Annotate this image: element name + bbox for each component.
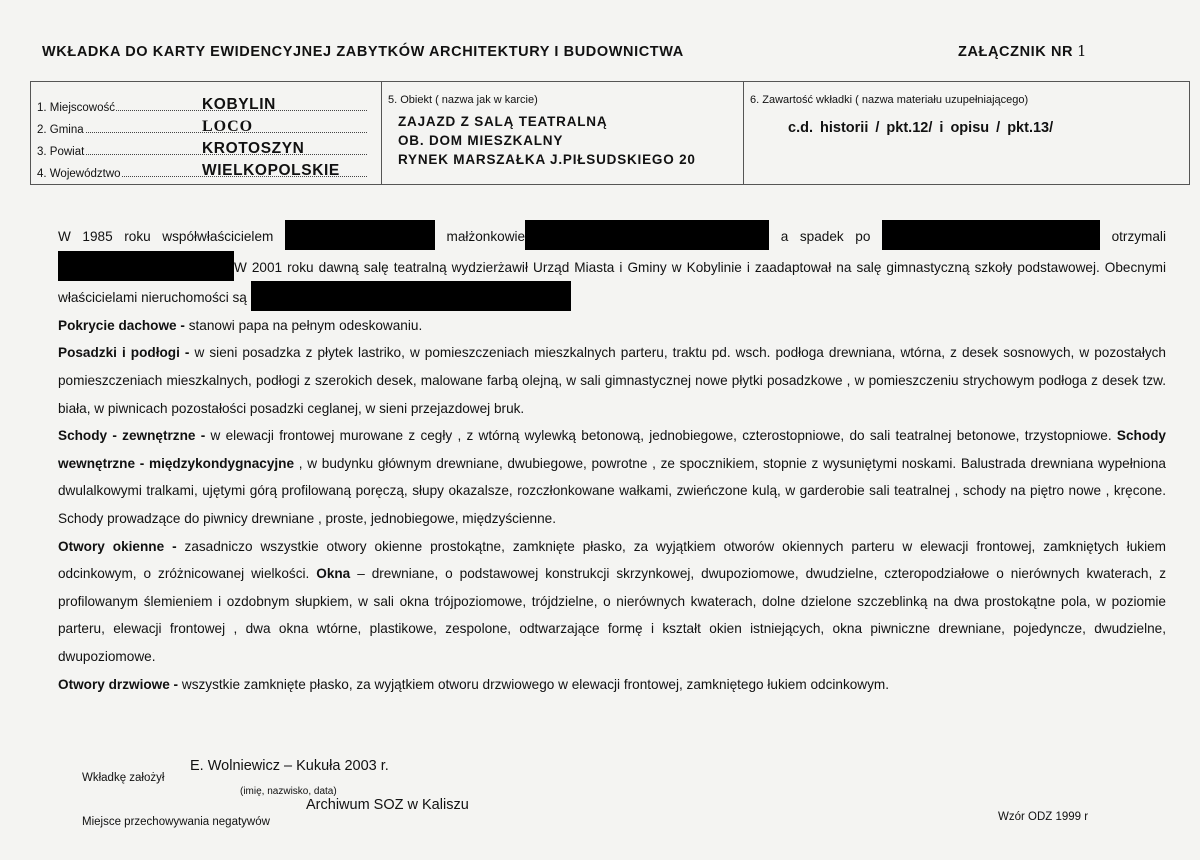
- windows-label: Otwory okienne -: [58, 538, 177, 554]
- archive-label: Miejsce przechowywania negatywów: [82, 816, 270, 828]
- stairs-internal-text: , w budynku głównym drewniane, dwubiegowe, powrotne , ze spocznikiem, stopnie z wysuniętymi noskami. Balustrada drewniana wypełniona dwulalkowymi tralkami, ujętymi górą profilowaną poręczą, słupy okazalsze, rozczłonkowane wałkami, zwieńczone kulą, w garderobie sali teatralnej , schody na piętro nowe , kręcone. Schody prowadzące do piwnicy drewniane , proste, jednobiegowe, międzyścienne.: [58, 455, 1166, 526]
- ownership-text-1: W 1985 roku współwłaścicielem: [58, 229, 274, 244]
- doors-label: Otwory drzwiowe -: [58, 676, 179, 692]
- description-body: [58, 220, 1166, 698]
- windows-text: zasadniczo wszystkie otwory okienne prostokątne, zamknięte płasko, za wyjątkiem otworów okiennych parteru w elewacji frontowej, zamkniętych łukiem odcinkowym, o zróżnicowanej wielkości.: [58, 538, 1166, 582]
- author-label: Wkładkę założył: [82, 772, 165, 784]
- doors-paragraph: [58, 671, 1166, 699]
- contents-section: [743, 82, 1189, 184]
- commune-value: LOCO: [202, 118, 254, 135]
- location-section: [31, 82, 381, 184]
- location-row-county: [37, 140, 367, 158]
- floors-text: w sieni posadzka z płytek lastriko, w pomieszczeniach mieszkalnych parteru, traktu pd. wsch. podłoga drewniana, wtórna, z desek sosnowych, w pozostałych pomieszczeniach mieszkalnych, podłogi z szerokich desek, malowane farbą olejną, w sali gimnastycznej nowe płytki posadzkowe , w pomieszczeniu strychowym podłoga z desek tzw. biała, w piwnicach pozostałości posadzki ceglanej, w sieni przejazdowej bruk.: [58, 345, 1166, 416]
- okna-text: – drewniane, o podstawowej konstrukcji skrzynkowej, dwupoziomowe, dwudzielne, czteropodziałowe o nierównych kwaterach, z profilowanym ślemieniem i ozdobnym słupkiem, w sali okna trójpoziomowe, trójdzielne, o nierównych kwaterach, dolne dzielone szczeblinką na dwa prostokątne pola, w poziomie parteru, elewacji frontowej , dwa okna wtórne, plastikowe, zespolone, odtwarzające formę i kształt okien istniejących, okna piwniczne drewniane, pojedyncze, dwudzielne, dwupoziomowe.: [58, 566, 1166, 664]
- contents-value: c.d. historii / pkt.12/ i opisu / pkt.13/: [788, 120, 1054, 136]
- location-row-voivodeship: [37, 162, 367, 180]
- archive-value: Archiwum SOZ w Kaliszu: [306, 797, 469, 813]
- doors-text: wszystkie zamknięte płasko, za wyjątkiem otworu drzwiowego w elewacji frontowej, zamkniętego łukiem odcinkowym.: [178, 676, 890, 692]
- attachment-number: [958, 44, 1087, 60]
- attachment-number-value: 1: [1077, 44, 1087, 60]
- redaction-block: [882, 220, 1100, 250]
- county-label: 3. Powiat: [37, 146, 85, 158]
- object-type-line: OB. DOM MIESZKALNY: [398, 133, 564, 148]
- object-section: [381, 82, 743, 184]
- redaction-block: [58, 251, 234, 281]
- author-hint: (imię, nazwisko, data): [240, 786, 337, 797]
- voivodeship-value: WIELKOPOLSKIE: [202, 162, 340, 179]
- form-version: Wzór ODZ 1999 r: [998, 811, 1089, 823]
- identification-table: [30, 81, 1190, 185]
- roof-label: Pokrycie dachowe -: [58, 317, 185, 333]
- ownership-text-5: W 2001 roku dawną salę teatralną wydzierżawił Urząd Miasta i Gminy w Kobylinie i zaadaptował na salę gimnastyczną szkoły podstawowej. Obecnymi właścicielami nieruchomości są: [58, 259, 1166, 306]
- object-label: 5. Obiekt ( nazwa jak w karcie): [388, 94, 538, 106]
- town-value: KOBYLIN: [202, 96, 276, 113]
- okna-label: Okna: [316, 566, 351, 582]
- roof-paragraph: [58, 312, 1166, 340]
- windows-paragraph: [58, 533, 1166, 671]
- floors-paragraph: [58, 339, 1166, 422]
- attachment-label: ZAŁĄCZNIK NR: [958, 44, 1074, 60]
- floors-label: Posadzki i podłogi -: [58, 345, 190, 361]
- town-label: 1. Miejscowość: [37, 102, 115, 114]
- archive-dotted-line: [292, 817, 575, 827]
- ownership-paragraph: [58, 220, 1166, 312]
- location-row-town: [37, 96, 367, 114]
- stairs-internal-label: Schody wewnętrzne - międzykondygnacyjne: [58, 428, 1166, 471]
- location-row-commune: [37, 118, 367, 136]
- redaction-block: [525, 220, 769, 250]
- ownership-text-4: otrzymali: [1111, 229, 1166, 244]
- author-dotted-line: [175, 773, 575, 783]
- roof-text: stanowi papa na pełnym odeskowaniu.: [184, 317, 423, 333]
- document-title: WKŁADKA DO KARTY EWIDENCYJNEJ ZABYTKÓW ARCHITEKTURY I BUDOWNICTWA: [42, 44, 684, 60]
- author-value: E. Wolniewicz – Kukuła 2003 r.: [190, 758, 389, 774]
- stairs-external-label: Schody - zewnętrzne -: [58, 428, 206, 444]
- redaction-block: [285, 220, 435, 250]
- stairs-external-text: w elewacji frontowej murowane z cegły , z wtórną wylewką betonową, jednobiegowe, czterostopniowe, do sali teatralnej betonowe, trzystopniowe.: [205, 428, 1112, 444]
- redaction-block: [251, 281, 571, 311]
- contents-label: 6. Zawartość wkładki ( nazwa materiału uzupełniającego): [750, 94, 1029, 106]
- commune-label: 2. Gmina: [37, 124, 84, 136]
- stairs-paragraph: [58, 422, 1166, 532]
- ownership-text-3: a spadek po: [780, 229, 871, 244]
- county-value: KROTOSZYN: [202, 140, 305, 157]
- ownership-text-2: małżonkowie: [446, 229, 526, 244]
- voivodeship-label: 4. Województwo: [37, 168, 121, 180]
- object-name-line: ZAJAZD Z SALĄ TEATRALNĄ: [398, 114, 608, 129]
- object-address-line: RYNEK MARSZAŁKA J.PIŁSUDSKIEGO 20: [398, 152, 696, 167]
